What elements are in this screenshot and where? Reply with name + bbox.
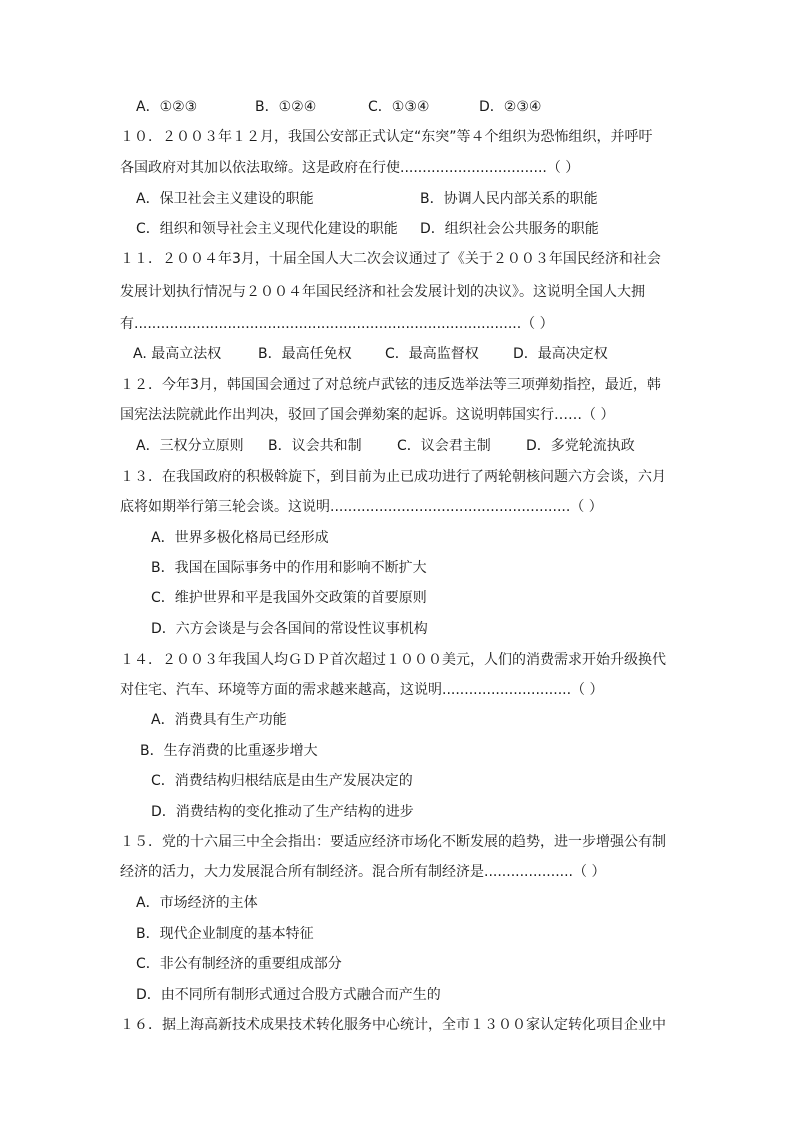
q11-option-a: A. 最高立法权 <box>133 346 222 362</box>
q16-stem-line1: １６．据上海高新技术成果技术转化服务中心统计，全市１３００家认定转化项目企业中 <box>120 1017 666 1033</box>
q15-stem-line1: １５．党的十六届三中全会指出：要适应经济市场化不断发展的趋势，进一步增强公有制 <box>120 834 666 850</box>
q10-option-a: A．保卫社会主义建设的职能 <box>136 191 314 207</box>
q15-option-c: C．非公有制经济的重要组成部分 <box>136 956 342 972</box>
q15-option-a: A．市场经济的主体 <box>136 895 258 911</box>
q14-option-b: B．生存消费的比重逐步增大 <box>140 743 318 759</box>
q13-stem-line1: １３．在我国政府的积极斡旋下，到目前为止已成功进行了两轮朝核问题六方会谈，六月 <box>120 469 666 485</box>
q14-option-c: C．消费结构归根结底是由生产发展决定的 <box>151 773 413 789</box>
q13-option-c: C．维护世界和平是我国外交政策的首要原则 <box>151 590 427 606</box>
q13-stem-line2: 底将如期举行第三轮会谈。这说明......................................................（ ） <box>120 499 603 515</box>
q9-option-d: D．②③④ <box>479 99 542 115</box>
q14-stem-line2: 对住宅、汽车、环境等方面的需求越来越高，这说明.............................（ ） <box>120 682 604 698</box>
q15-option-b: B．现代企业制度的基本特征 <box>136 926 314 942</box>
q11-stem-line3: 有.......................................................................................（ ） <box>120 316 554 332</box>
q12-option-c: C．议会君主制 <box>397 438 491 454</box>
q14-option-d: D．消费结构的变化推动了生产结构的进步 <box>151 804 414 820</box>
q13-option-d: D．六方会谈是与会各国间的常设性议事机构 <box>151 621 428 637</box>
q9-option-b: B．①②④ <box>255 99 317 115</box>
q15-stem-line2: 经济的活力，大力发展混合所有制经济。混合所有制经济是....................（ ） <box>120 864 606 880</box>
q13-option-a: A．世界多极化格局已经形成 <box>151 530 329 546</box>
q14-stem-line1: １４．２００３年我国人均ＧＤＰ首次超过１０００美元，人们的消费需求开始升级换代 <box>120 652 666 668</box>
q10-option-d: D．组织社会公共服务的职能 <box>420 221 599 237</box>
q13-option-b: B．我国在国际事务中的作用和影响不断扩大 <box>151 560 427 576</box>
q11-option-c: C．最高监督权 <box>385 346 479 362</box>
q14-option-a: A．消费具有生产功能 <box>151 712 287 728</box>
q12-option-a: A．三权分立原则 <box>136 438 244 454</box>
q12-stem-line2: 国宪法法院就此作出判决，驳回了国会弹劾案的起诉。这说明韩国实行……（ ） <box>120 407 615 423</box>
q11-stem-line1: １１．２００４年3月，十届全国人大二次会议通过了《关于２００３年国民经济和社会 <box>120 251 661 267</box>
q12-option-b: B．议会共和制 <box>268 438 362 454</box>
q10-option-c: C．组织和领导社会主义现代化建设的职能 <box>136 221 398 237</box>
q9-option-c: C．①③④ <box>368 99 430 115</box>
q11-option-b: B．最高任免权 <box>258 346 352 362</box>
q15-option-d: D．由不同所有制形式通过合股方式融合而产生的 <box>136 987 441 1003</box>
q10-option-b: B．协调人民内部关系的职能 <box>420 191 598 207</box>
q11-option-d: D．最高决定权 <box>513 346 608 362</box>
q11-stem-line2: 发展计划执行情况与２００４年国民经济和社会发展计划的决议》。这说明全国人大拥 <box>120 284 645 300</box>
q9-option-a: A．①②③ <box>136 99 198 115</box>
q10-stem-line2: 各国政府对其加以依法取缔。这是政府在行使.................................（ ） <box>120 160 580 176</box>
q12-stem-line1: １２．今年3月，韩国国会通过了对总统卢武铉的违反选举法等三项弹劾指控，最近，韩 <box>120 377 661 393</box>
q12-option-d: D．多党轮流执政 <box>526 438 635 454</box>
q10-stem-line1: １０．２００３年１２月，我国公安部正式认定“东突”等４个组织为恐怖组织，并呼吁 <box>120 129 653 145</box>
